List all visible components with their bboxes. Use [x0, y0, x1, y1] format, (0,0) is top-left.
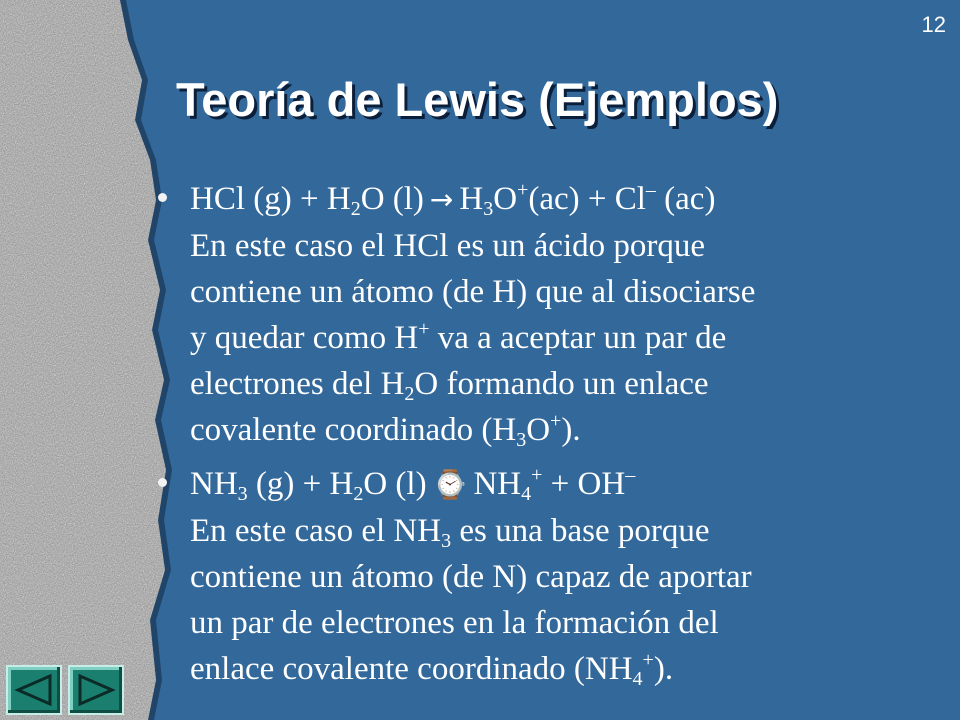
- slide-body: [158, 176, 948, 700]
- next-slide-button[interactable]: [68, 665, 124, 715]
- triangle-right-icon: [76, 673, 116, 707]
- text-line: un par de electrones en la formación del: [190, 605, 719, 641]
- text-line: electrones del $H_2O$ formando un enlace: [190, 366, 709, 405]
- slide-navigation: [6, 665, 124, 715]
- previous-slide-button[interactable]: [6, 665, 62, 715]
- page-number: 12: [921, 12, 946, 37]
- bullet-icon: [158, 193, 167, 202]
- text-line: covalente coordinado $(H_3O^+)$.: [190, 410, 581, 451]
- equation-hcl: HCl $(g) + H_2O$ $(l) \to H_3O^+(ac) + Cl^-$ (ac): [190, 179, 716, 220]
- bullet-item-nh3: [158, 461, 948, 692]
- triangle-left-icon: [14, 673, 54, 707]
- arrow-icon: →: [429, 183, 454, 216]
- bullet-item-hcl: [158, 176, 948, 453]
- text-line: En este caso el HCl es un ácido porque: [190, 228, 706, 264]
- clock-symbol-icon: ⌚: [432, 468, 468, 501]
- equation-nh3: $NH_3$ $(g) + H_2O$ (l) ⌚ $NH_4^+ + OH^-$: [190, 464, 636, 505]
- slide-title: Teoría de Lewis (Ejemplos): [176, 73, 779, 126]
- bullet-icon: [158, 478, 167, 487]
- text-line: contiene un átomo (de N) capaz de aportar: [190, 559, 752, 595]
- text-line: En este caso el $NH_3$ es una base porque: [190, 513, 710, 552]
- text-line: contiene un átomo (de H) que al disociarse: [190, 274, 756, 310]
- text-line: y quedar como H+ va a aceptar un par de: [190, 318, 727, 356]
- text-line: enlace covalente coordinado $(NH_4^+)$.: [190, 649, 674, 690]
